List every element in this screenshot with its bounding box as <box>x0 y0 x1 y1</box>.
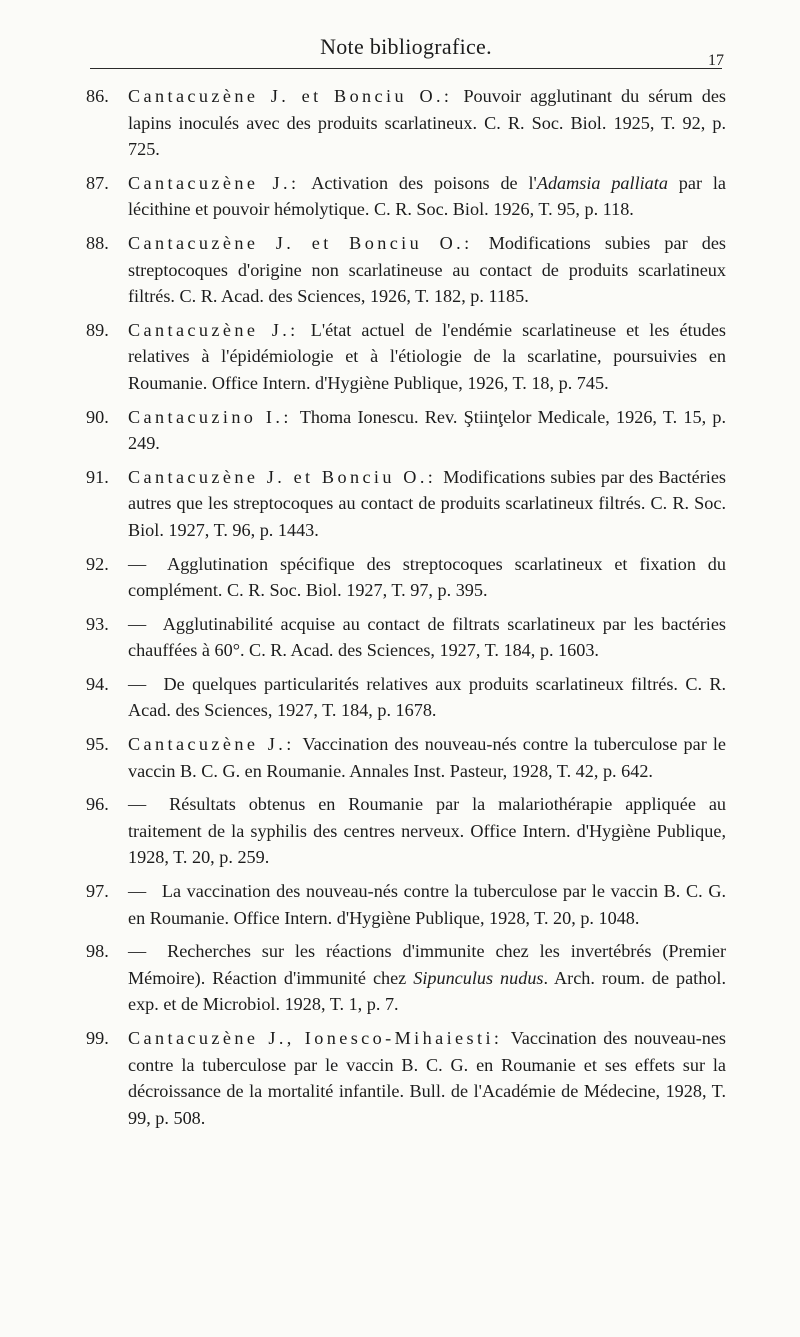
bibliography-entry <box>86 611 726 664</box>
bibliography-entry <box>86 404 726 457</box>
entry-text: L'état actuel de l'endémie scarlatineuse et les études relatives à l'épidémiologie et à l'étiologie de la scarlatine, poursuivies en Roumanie. Office Intern. d'Hygiène Publique, 1926, T. 18, p. 745. <box>128 319 726 393</box>
entry-number: 88. <box>86 232 109 253</box>
entry-text: par la lécithine et pouvoir hémolytique. C. R. Soc. Biol. 1926, T. 95, p. 118. <box>128 172 726 220</box>
entry-body <box>128 83 726 163</box>
bibliography-entry <box>86 878 726 931</box>
entry-number: 90. <box>86 406 109 427</box>
entry-author: Cantacuzène J.: <box>128 172 300 193</box>
entry-text: . Arch. roum. de pathol. exp. et de Microbiol. 1928, T. 1, p. 7. <box>128 967 727 1015</box>
entry-body <box>128 404 726 457</box>
entry-ditto: — <box>128 941 147 962</box>
bibliography-entry <box>86 791 726 871</box>
entry-text: Pouvoir agglutinant du sérum des lapins inoculés avec des produits scarlatineux. C. R. Soc. Biol. 1925, T. 92, p. 725. <box>128 86 726 160</box>
entry-ditto: — <box>128 881 147 902</box>
entry-text: Vaccination des nouveau-nés contre la tuberculose par le vaccin B. C. G. en Roumanie. Annales Inst. Pasteur, 1928, T. 42, p. 642. <box>128 734 726 781</box>
entry-number: 98. <box>86 941 109 962</box>
entry-number: 97. <box>86 881 109 902</box>
entry-ditto: — <box>128 794 147 815</box>
bibliography-entry <box>86 317 726 397</box>
bibliography-entry <box>86 671 726 724</box>
entry-text: Vaccination des nouveau-nes contre la tuberculose par le vaccin B. C. G. en Roumanie et ses effets sur la décroissance de la mortalité infantile. Bull. de l'Académie de Médecine, 1928, T. 99, p. 508. <box>128 1028 726 1128</box>
entry-body <box>128 791 726 871</box>
entry-text: Résultats obtenus en Roumanie par la malariothérapie appliquée au traitement de la syphilis des centres nerveux. Office Intern. d'Hygiène Publique, 1928, T. 20, p. 259. <box>128 794 726 868</box>
entry-number: 91. <box>86 466 109 487</box>
entry-italic-title: Adamsia palliata <box>536 172 668 193</box>
entry-text: Agglutination spécifique des streptocoques scarlatineux et fixation du complément. C. R. Soc. Biol. 1927, T. 97, p. 395. <box>128 553 726 601</box>
entry-text: Recherches sur les réactions d'immunite chez les invertébrés (Premier Mémoire). Réaction d'immunité chez <box>128 941 727 988</box>
entry-text: Activation des poisons de l' <box>311 172 537 193</box>
entry-body <box>128 464 726 544</box>
entry-author: Cantacuzène J., Ionesco-Mihaiesti: <box>128 1028 503 1048</box>
entry-text: Agglutinabilité acquise au contact de filtrats scarlatineux par les bactéries chauffées à 60°. C. R. Acad. des Sciences, 1927, T. 184, p. 1603. <box>128 613 727 661</box>
entry-author: Cantacuzino I.: <box>128 406 292 427</box>
entry-author: Cantacuzène J. et Bonciu O.: <box>128 86 453 106</box>
entry-body <box>128 671 726 724</box>
bibliography-entry <box>86 551 726 604</box>
bibliography-entry <box>86 83 726 163</box>
bibliography-entry <box>86 1025 726 1131</box>
entry-text: Modifications subies par des Bactéries autres que les streptocoques au contact de produits scarlatineux filtrés. C. R. Soc. Biol. 1927, T. 96, p. 1443. <box>128 466 727 540</box>
page-number: 17 <box>708 52 724 69</box>
entry-author: Cantacuzène J.: <box>128 734 295 755</box>
bibliography-entry <box>86 170 726 223</box>
entry-author: Cantacuzène J.: <box>128 319 299 340</box>
entry-body <box>128 878 726 931</box>
entry-number: 89. <box>86 319 109 340</box>
entry-ditto: — <box>128 673 147 694</box>
bibliography-entry <box>86 464 726 544</box>
entry-number: 86. <box>86 86 109 106</box>
entry-number: 94. <box>86 673 109 694</box>
entry-number: 95. <box>86 734 109 755</box>
entry-body <box>128 551 726 604</box>
bibliography-list <box>86 83 726 1138</box>
running-header <box>90 24 722 69</box>
entry-body <box>128 1025 726 1131</box>
entry-text: La vaccination des nouveau-nés contre la tuberculose par le vaccin B. C. G. en Roumanie. Office Intern. d'Hygiène Publique, 1928, T. 20, p. 1048. <box>128 881 726 928</box>
entry-ditto: — <box>128 553 147 574</box>
entry-text: Modifications subies par des streptocoques d'origine non scarlatineuse au contact de produits scarlatineux filtrés. C. R. Acad. des Sciences, 1926, T. 182, p. 1185. <box>128 232 727 307</box>
entry-body <box>128 170 726 223</box>
entry-body <box>128 230 726 310</box>
bibliography-entry <box>86 938 726 1018</box>
entry-number: 96. <box>86 794 109 815</box>
bibliography-entry <box>86 731 726 784</box>
entry-body <box>128 611 726 664</box>
running-title: Note bibliografice. <box>320 34 492 59</box>
entry-author: Cantacuzène J. et Bonciu O.: <box>128 232 473 253</box>
entry-ditto: — <box>128 613 147 634</box>
entry-text: De quelques particularités relatives aux produits scarlatineux filtrés. C. R. Acad. des Sciences, 1927, T. 184, p. 1678. <box>128 673 727 721</box>
entry-author: Cantacuzène J. et Bonciu O.: <box>128 466 437 487</box>
entry-text: Thoma Ionescu. Rev. Ştiinţelor Medicale, 1926, T. 15, p. 249. <box>128 406 727 454</box>
entry-italic-title: Sipunculus nudus <box>413 967 544 988</box>
bibliography-entry <box>86 230 726 310</box>
entry-number: 87. <box>86 172 109 193</box>
entry-number: 99. <box>86 1028 109 1048</box>
entry-number: 93. <box>86 613 109 634</box>
entry-number: 92. <box>86 553 109 574</box>
entry-body <box>128 317 726 397</box>
entry-body <box>128 938 726 1018</box>
entry-body <box>128 731 726 784</box>
